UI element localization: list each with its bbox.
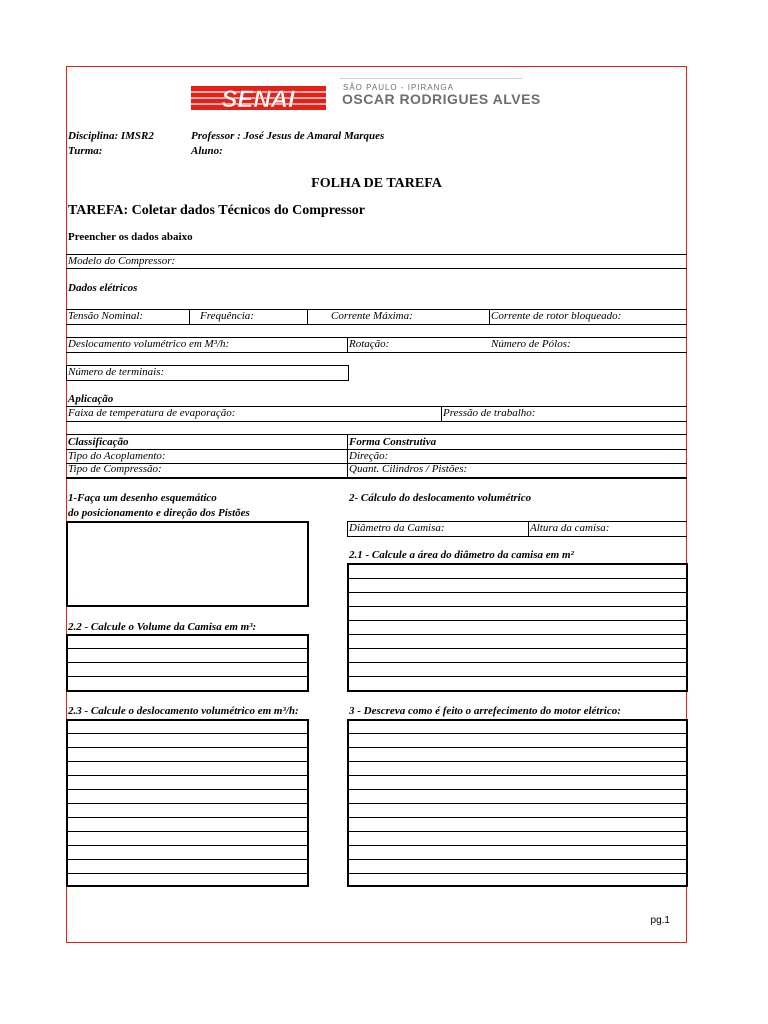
row-line [347, 578, 687, 579]
direcao-field[interactable]: Direção: [349, 450, 389, 462]
disciplina-label: Disciplina: IMSR2 [68, 130, 154, 142]
row-line [347, 620, 687, 621]
faixa-temp-field[interactable]: Faixa de temperatura de evaporação: [68, 407, 236, 419]
brand-divider [340, 78, 522, 79]
compressao-field[interactable]: Tipo de Compressão: [68, 463, 162, 475]
row-line [66, 676, 308, 677]
row-line [66, 434, 687, 435]
unit-name: OSCAR RODRIGUES ALVES [342, 91, 541, 107]
row-line [347, 592, 687, 593]
aplicacao-heading: Aplicação [68, 393, 114, 405]
row-line [347, 845, 687, 846]
q22-answer-box[interactable] [66, 634, 309, 692]
row-line [66, 324, 687, 325]
row-line [66, 803, 308, 804]
tensao-field[interactable]: Tensão Nominal: [68, 310, 144, 322]
q1-drawing-box[interactable] [66, 521, 309, 607]
q21-answer-box[interactable] [347, 563, 688, 692]
pressao-field[interactable]: Pressão de trabalho: [443, 407, 536, 419]
col-line [441, 406, 442, 421]
q21-heading: 2.1 - Calcule a área do diâmetro da camisa em m² [349, 549, 574, 561]
row-line [66, 648, 308, 649]
page-title: FOLHA DE TAREFA [311, 176, 442, 191]
row-line [66, 733, 308, 734]
col-line [489, 309, 490, 324]
q22-heading: 2.2 - Calcule o Volume da Camisa em m³: [68, 621, 257, 633]
q1-line2: do posicionamento e direção dos Pistões [68, 507, 250, 519]
corrente-rotor-field[interactable]: Corrente de rotor bloqueado: [491, 310, 622, 322]
row-line [347, 873, 687, 874]
unit-location: SÃO PAULO - IPIRANGA [343, 83, 454, 92]
acoplamento-field[interactable]: Tipo do Acoplamento: [68, 450, 166, 462]
row-line [66, 845, 308, 846]
row-line [347, 648, 687, 649]
diametro-field[interactable]: Diâmetro da Camisa: [349, 522, 445, 534]
row-line [347, 761, 687, 762]
row-line [347, 634, 687, 635]
row-line [66, 477, 687, 479]
col-line [347, 521, 348, 536]
q1-line1: 1-Faça um desenho esquemático [68, 492, 217, 504]
row-line [66, 831, 308, 832]
row-line [347, 606, 687, 607]
logo-text: SENAI [221, 86, 295, 110]
page-number: pg.1 [650, 915, 670, 926]
professor-label: Professor : José Jesus de Amaral Marques [191, 130, 385, 142]
row-line [66, 747, 308, 748]
row-line [347, 817, 687, 818]
col-line [347, 337, 348, 352]
row-line [347, 803, 687, 804]
row-line [66, 775, 308, 776]
polos-field[interactable]: Número de Pólos: [491, 338, 571, 350]
row-line [66, 352, 687, 353]
row-line [347, 859, 687, 860]
row-line [347, 789, 687, 790]
row-line [66, 761, 308, 762]
task-title: TAREFA: Coletar dados Técnicos do Compressor [68, 203, 365, 218]
modelo-field[interactable]: Modelo do Compressor: [68, 255, 176, 267]
instruction-text: Preencher os dados abaixo [68, 231, 193, 243]
row-line [66, 859, 308, 860]
row-line [347, 747, 687, 748]
q3-heading: 3 - Descreva como é feito o arrefecimento do motor elétrico: [349, 705, 621, 717]
cilindros-field[interactable]: Quant. Cilindros / Pistões: [349, 463, 468, 475]
row-line [66, 421, 687, 422]
q2-heading: 2- Cálculo do deslocamento volumétrico [349, 492, 532, 504]
col-line [189, 309, 190, 324]
senai-logo [191, 86, 326, 110]
terminais-field[interactable]: Número de terminais: [68, 366, 165, 378]
row-line [66, 268, 687, 269]
row-line [347, 536, 687, 537]
turma-label: Turma: [68, 145, 103, 157]
col-line [528, 521, 529, 536]
frequencia-field[interactable]: Frequência: [200, 310, 254, 322]
row-line [66, 789, 308, 790]
row-line [347, 733, 687, 734]
row-line [66, 817, 308, 818]
deslocamento-field[interactable]: Deslocamento volumétrico em M³/h: [68, 338, 230, 350]
forma-construtiva-heading: Forma Construtiva [349, 436, 437, 448]
col-line [347, 434, 348, 477]
dados-eletricos-heading: Dados elétricos [68, 282, 138, 294]
aluno-label: Aluno: [191, 145, 223, 157]
corrente-maxima-field[interactable]: Corrente Máxima: [331, 310, 413, 322]
classificacao-heading: Classificação [68, 436, 129, 448]
rotacao-field[interactable]: Rotação: [349, 338, 390, 350]
row-line [347, 676, 687, 677]
row-line [66, 873, 308, 874]
altura-field[interactable]: Altura da camisa: [530, 522, 610, 534]
row-line [347, 662, 687, 663]
q23-heading: 2.3 - Calcule o deslocamento volumétrico em m³/h: [68, 705, 299, 717]
row-line [66, 662, 308, 663]
col-line [307, 309, 308, 324]
row-line [347, 775, 687, 776]
row-line [347, 831, 687, 832]
